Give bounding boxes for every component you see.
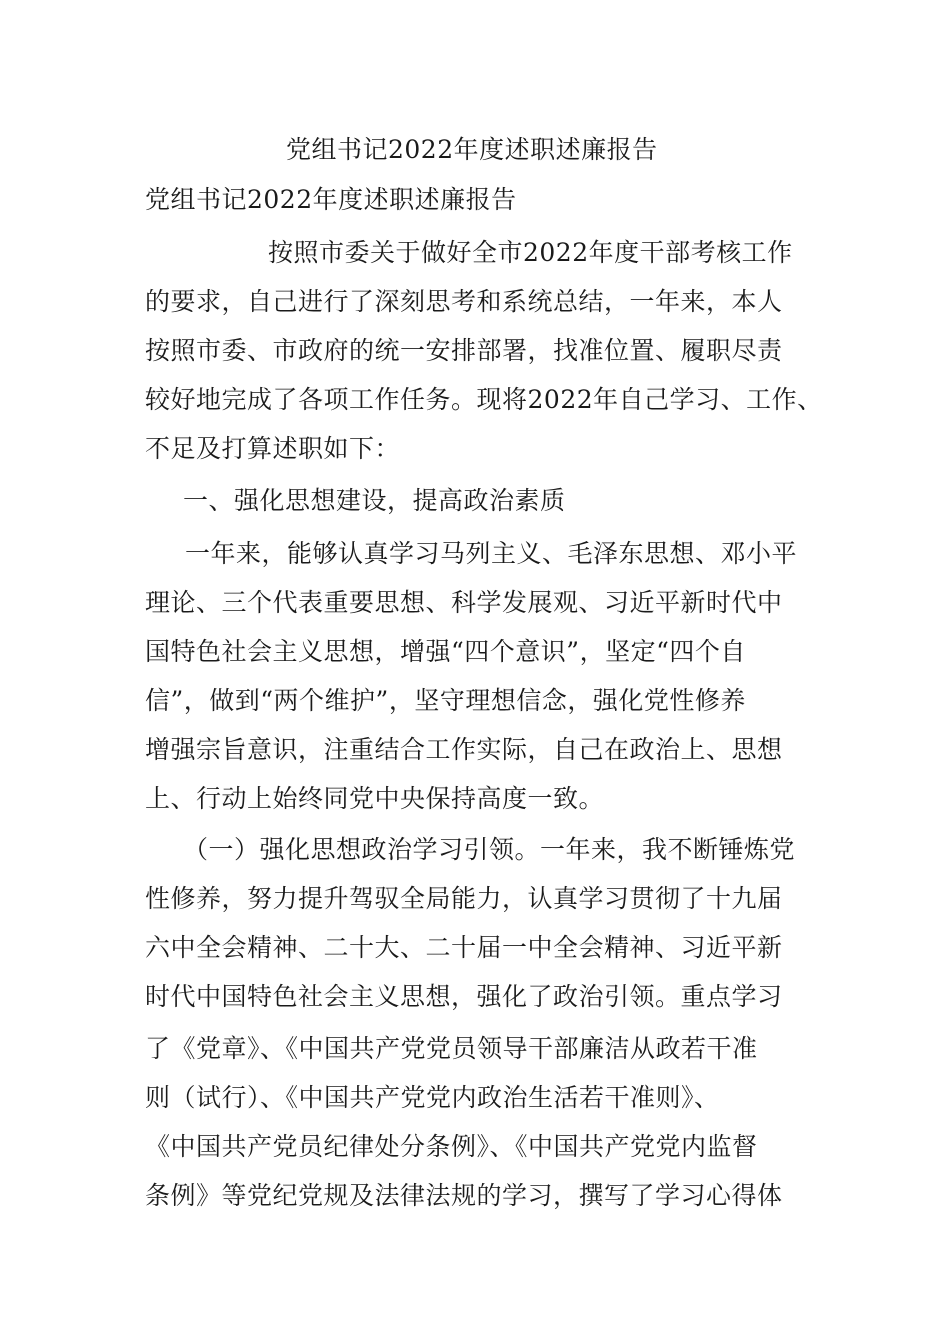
- paragraph-line: 六中全会精神、二十大、二十届一中全会精神、习近平新: [145, 933, 783, 962]
- paragraph-line: 信”，做到“两个维护”，坚守理想信念，强化党性修养: [145, 686, 746, 715]
- section-heading: 一、强化思想建设，提高政治素质: [183, 486, 566, 515]
- document-subtitle: 党组书记2022年度述职述廉报告: [145, 185, 517, 214]
- paragraph-line: 条例》等党纪党规及法律法规的学习，撰写了学习心得体: [145, 1181, 783, 1210]
- paragraph-line: 较好地完成了各项工作任务。现将2022年自己学习、工作、: [145, 385, 823, 414]
- paragraph-line: 的要求，自己进行了深刻思考和系统总结，一年来，本人: [145, 287, 783, 316]
- paragraph-line: 性修养，努力提升驾驭全局能力，认真学习贯彻了十九届: [145, 884, 783, 913]
- paragraph-line: 按照市委关于做好全市2022年度干部考核工作: [268, 238, 793, 267]
- paragraph-line: 了《党章》、《中国共产党党员领导干部廉洁从政若干准: [145, 1034, 758, 1063]
- document-title: 党组书记2022年度述职述廉报告: [286, 135, 658, 164]
- paragraph-line: 上、行动上始终同党中央保持高度一致。: [145, 784, 605, 813]
- paragraph-line: 不足及打算述职如下：: [145, 434, 401, 463]
- paragraph-line: 增强宗旨意识，注重结合工作实际，自己在政治上、思想: [145, 735, 783, 764]
- paragraph-line: 按照市委、市政府的统一安排部署，找准位置、履职尽责: [145, 336, 783, 365]
- paragraph-line: 理论、三个代表重要思想、科学发展观、习近平新时代中: [145, 588, 783, 617]
- paragraph-line: 《中国共产党员纪律处分条例》、《中国共产党党内监督: [145, 1132, 758, 1161]
- paragraph-line: 时代中国特色社会主义思想，强化了政治引领。重点学习: [145, 982, 783, 1011]
- paragraph-line: 一年来，能够认真学习马列主义、毛泽东思想、邓小平: [185, 539, 798, 568]
- paragraph-line: 则（试行）、《中国共产党党内政治生活若干准则》、: [145, 1083, 720, 1112]
- paragraph-line: 国特色社会主义思想，增强“四个意识”，坚定“四个自: [145, 637, 746, 666]
- subsection-line: （一）强化思想政治学习引领。一年来，我不断锤炼党: [183, 835, 796, 864]
